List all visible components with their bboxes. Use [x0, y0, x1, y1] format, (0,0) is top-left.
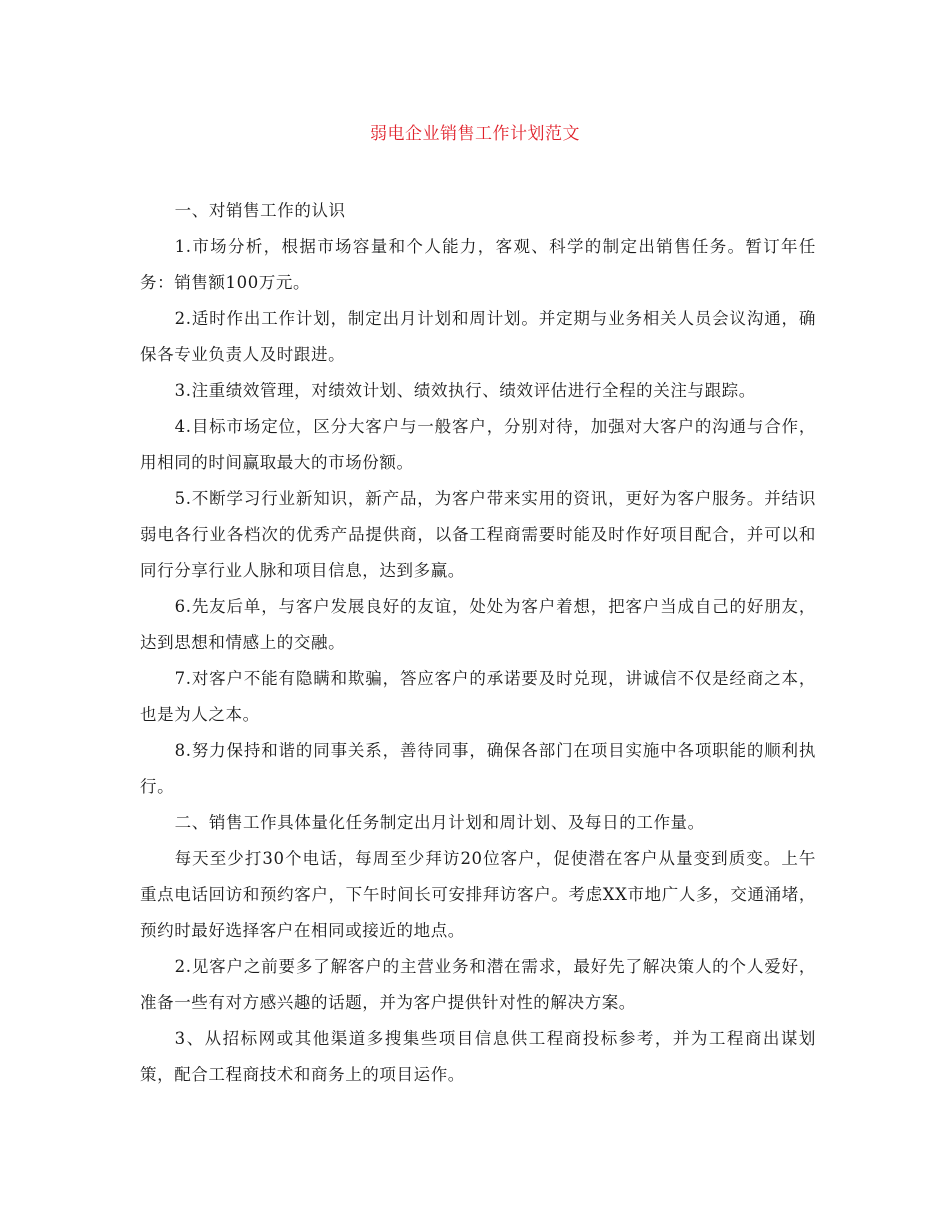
document-body: [140, 193, 816, 1093]
paragraph: 8.努力保持和谐的同事关系，善待同事，确保各部门在项目实施中各项职能的顺利执行。: [140, 741, 816, 796]
paragraph: 6.先友后单，与客户发展良好的友谊，处处为客户着想，把客户当成自己的好朋友，达到思想和情感上的交融。: [140, 597, 816, 652]
paragraph: 2.适时作出工作计划，制定出月计划和周计划。并定期与业务相关人员会议沟通，确保各专业负责人及时跟进。: [140, 309, 816, 364]
paragraph: 5.不断学习行业新知识，新产品，为客户带来实用的资讯，更好为客户服务。并结识弱电各行业各档次的优秀产品提供商，以备工程商需要时能及时作好项目配合，并可以和同行分享行业人脉和项目信息，达到多赢。: [140, 489, 816, 580]
paragraph: 2.见客户之前要多了解客户的主营业务和潜在需求，最好先了解决策人的个人爱好，准备一些有对方感兴趣的话题，并为客户提供针对性的解决方案。: [140, 957, 816, 1012]
section-heading-1: 一、对销售工作的认识: [174, 201, 346, 220]
document-title: 弱电企业销售工作计划范文: [370, 124, 580, 144]
paragraph: 7.对客户不能有隐瞒和欺骗，答应客户的承诺要及时兑现，讲诚信不仅是经商之本，也是为人之本。: [140, 669, 816, 724]
paragraph: 3、从招标网或其他渠道多搜集些项目信息供工程商投标参考，并为工程商出谋划策，配合工程商技术和商务上的项目运作。: [140, 1029, 816, 1084]
paragraph: 4.目标市场定位，区分大客户与一般客户，分别对待，加强对大客户的沟通与合作，用相同的时间赢取最大的市场份额。: [140, 417, 816, 472]
paragraph: 每天至少打30个电话，每周至少拜访20位客户，促使潜在客户从量变到质变。上午重点电话回访和预约客户，下午时间长可安排拜访客户。考虑XX市地广人多，交通涌堵，预约时最好选择客户在相同或接近的地点。: [140, 849, 816, 940]
section-heading-2: 二、销售工作具体量化任务制定出月计划和周计划、及每日的工作量。: [174, 813, 705, 832]
paragraph: 1.市场分析，根据市场容量和个人能力，客观、科学的制定出销售任务。暂订年任务：销售额100万元。: [140, 237, 816, 292]
paragraph: 3.注重绩效管理，对绩效计划、绩效执行、绩效评估进行全程的关注与跟踪。: [174, 381, 756, 400]
